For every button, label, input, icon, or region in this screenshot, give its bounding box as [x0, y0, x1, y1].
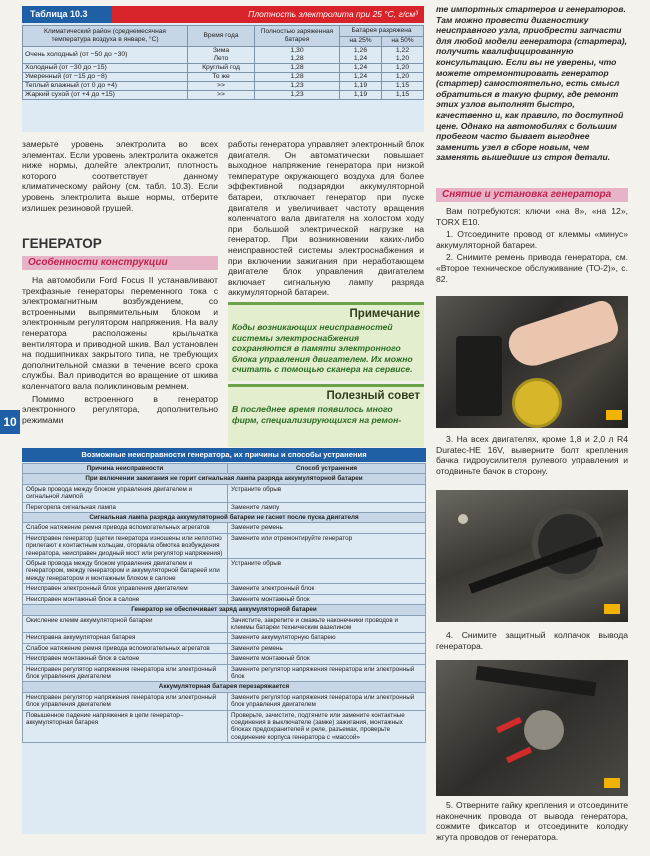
col3-step5 [436, 800, 628, 852]
cell-fix: Замените регулятор напряжения генератора или электронный блок [228, 664, 426, 682]
density-table-header [22, 6, 424, 23]
cell-fix: Замените электронный блок [228, 584, 426, 594]
table-row [23, 615, 426, 633]
tip-box [228, 384, 424, 447]
step-2: 2. Снимите ремень привода генератора, см. «Второе техническое обслуживание (ТО-2)», с. 82. [436, 252, 628, 284]
table-row [23, 559, 426, 584]
cell-full: 1,23 [255, 91, 340, 100]
section-row [23, 682, 426, 692]
cell-fix: Проверьте, зачистите, подтяните или замените контактные соединения в выключателе (замке) зажигания, монтажных блоках предохранителей и реле, разъемах, проверьте соединение корпуса генератора с «массой» [228, 710, 426, 743]
cell-fix: Замените монтажный блок [228, 654, 426, 664]
wire-harness [476, 666, 597, 697]
table-row [23, 664, 426, 682]
section-row [23, 513, 426, 523]
cell-p25: 1,19 [340, 82, 382, 91]
cell-full: 1,28 [255, 73, 340, 82]
table-row [23, 594, 426, 604]
step-5: 5. Отверните гайку крепления и отсоедините наконечник провода от вывода генератора, сожмите фиксатор и отсоедините колодку жгута проводов от генератора. [436, 800, 628, 842]
engine-part [456, 336, 502, 416]
cell-season: >> [188, 82, 255, 91]
section-row [23, 605, 426, 615]
table-number: Таблица 10.3 [22, 6, 112, 23]
step-4: 4. Снимите защитный колпачок вывода генератора. [436, 630, 628, 651]
cell-full: 1,23 [255, 82, 340, 91]
table-row [23, 710, 426, 743]
cell-cause: Неисправен монтажный блок в салоне [23, 654, 228, 664]
table-row [23, 692, 426, 710]
cell-fix: Устраните обрыв [228, 559, 426, 584]
col-full: Полностью заряженная батарея [255, 26, 340, 47]
col-25: на 25% [340, 36, 382, 47]
table-row [23, 654, 426, 664]
table-row [23, 584, 426, 594]
note-box [228, 302, 424, 381]
cell-fix: Зачистите, закрепите и смажьте наконечники проводов и клеммы батареи техническим вазелином [228, 615, 426, 633]
cell-cause: Неисправен регулятор напряжения генератора или электронный блок управления двигателем [23, 664, 228, 682]
col3-step4 [436, 630, 628, 656]
cell-cause: Неисправен генератор (щетки генератора изношены или неплотно прилегают к контактным кольцам, оторвала обмотка возбуждения генератора, неисправен диодный мост или регулятор напряжения) [23, 533, 228, 558]
photo-generator-bolt [436, 490, 628, 622]
cell-climate: Жаркий сухой (от +4 до +15) [23, 91, 188, 100]
cell-fix: Замените аккумуляторную батарею [228, 633, 426, 643]
table-row [23, 533, 426, 558]
cell-season: То же [188, 73, 255, 82]
cell-cause: Неисправен регулятор напряжения генератора или электронный блок управления двигателем [23, 692, 228, 710]
table-row [23, 73, 424, 82]
subheading-features: Особенности конструкции [22, 256, 218, 270]
table-row [23, 523, 426, 533]
cell-cause: Слабое натяжение ремня привода вспомогательных агрегатов [23, 643, 228, 653]
red-arrow-icon [506, 747, 532, 763]
cell-climate: Очень холодный (от −50 до −30) [23, 47, 188, 64]
col2-body [228, 139, 424, 299]
col3-step3 [436, 434, 628, 484]
col-50: на 50% [381, 36, 423, 47]
cell-fix: Замените ремень [228, 643, 426, 653]
cell-p50: 1,22 1,20 [381, 47, 423, 64]
col1-body [22, 275, 218, 443]
table-row [23, 91, 424, 100]
col-season: Время года [188, 26, 255, 47]
paragraph: замерьте уровень электролита во всех элементах. Если уровень электролита окажется ниже нормы, долейте электролит, плотность которого соответствует данному климатическому району (см. табл. 10.3). Если уровень электролита выше нормы, отберите излишек резиновой грушей. [22, 139, 218, 213]
cell-fix: Замените регулятор напряжения генератора или электронный блок управления двигателем [228, 692, 426, 710]
cell-season: Круглый год [188, 64, 255, 73]
photo-generator-terminal [436, 660, 628, 796]
cell-cause: Окисление клемм аккумуляторной батареи [23, 615, 228, 633]
col1-top-text [22, 139, 218, 219]
col3-steps-top [436, 206, 628, 296]
cell-cause: Слабое натяжение ремня привода вспомогательных агрегатов [23, 523, 228, 533]
section-title: Генератор не обеспечивает заряд аккумуляторной батареи [23, 605, 426, 615]
col-climate: Климатический район (среднемесячная температура воздуха в январе, °С) [23, 26, 188, 47]
cell-cause: Неисправен монтажный блок в салоне [23, 594, 228, 604]
note-text: Коды возникающих неисправностей системы электроснабжения сохраняются в памяти электронного блока управления двигателем. Их можно считать с помощью сканера на сервисе. [232, 322, 413, 375]
faults-table [22, 448, 426, 834]
paragraph: Вам потребуются: ключи «на 8», «на 12», TORX E10. [436, 206, 628, 227]
table-row [23, 643, 426, 653]
paragraph: На автомобили Ford Focus II устанавливают трехфазные генераторы переменного тока с электромагнитным возбуждением, со встроенными выпрямительным блоком и электронным регулятором напряжения. На валу генератора расположены крыльчатка вентилятора и приводной шкив. Вал установлен на подшипниках закрытого типа, не требующих дополнительной смазки в течение всего срока службы. Вал приводится во вращение от шкива коленчатого вала поликлиновым ремнем. [22, 275, 218, 391]
page-number: 10 [0, 410, 20, 434]
faults-table-title: Возможные неисправности генератора, их причины и способы устранения [22, 448, 426, 462]
cell-cause: Перегорела сигнальная лампа [23, 502, 228, 512]
table-row [23, 47, 424, 64]
cell-cause: Обрыв провода между блоком управления двигателем и генератором, между генератором и аккумуляторной батареей или между генератором и монтажным блоком в салоне [23, 559, 228, 584]
subheading-removal: Снятие и установка генератора [436, 188, 628, 202]
cell-p50: 1,20 [381, 73, 423, 82]
cell-cause: Обрыв провода между блоком управления двигателем и сигнальной лампой [23, 484, 228, 502]
cell-fix: Устраните обрыв [228, 484, 426, 502]
table-row [23, 484, 426, 502]
section-title: Аккумуляторная батарея перезаряжается [23, 682, 426, 692]
cell-climate: Холодный (от −30 до −15) [23, 64, 188, 73]
reservoir-cap [512, 378, 562, 428]
tip-text: В последнее время появилось много фирм, специализирующихся на ремон- [232, 404, 402, 425]
cell-p50: 1,15 [381, 82, 423, 91]
paragraph: работы генератора управляет электронный блок двигателя. Он автоматически повышает выходное напряжение генератора при низкой температуре окружающего воздуха для более эффективной подзарядки аккумуляторной батареи, отключает генератор при пуске двигателя и увеличивает частоту вращения коленчатого вала двигателя на холостом ходу при большой электрической нагрузке на генератор. При возникновении каких-либо неисправностей системы электроснабжения и при включении зажигания при неработающем двигателе блок управления двигателем включает сигнальную лампу разряда аккумуляторной батареи. [228, 139, 424, 298]
table-title: Плотность электролита при 25 °С, г/см³ [248, 9, 418, 19]
paragraph: Помимо встроенного в генератор электронного регулятора, дополнительно режимами [22, 393, 218, 425]
cell-climate: Теплый влажный (от 0 до +4) [23, 82, 188, 91]
col-fix: Способ устранения [228, 464, 426, 474]
cell-fix: Замените или отремонтируйте генератор [228, 533, 426, 558]
red-arrow-icon [496, 717, 522, 733]
cell-fix: Замените ремень [228, 523, 426, 533]
section-title: При включении зажигания не горит сигнальная лампа разряда аккумуляторной батареи [23, 474, 426, 484]
section-title: Сигнальная лампа разряда аккумуляторной батареи не гаснет после пуска двигателя [23, 513, 426, 523]
hand-image [504, 298, 622, 372]
cell-p25: 1,24 [340, 64, 382, 73]
section-row [23, 474, 426, 484]
cell-fix: Замените монтажный блок [228, 594, 426, 604]
bolt [458, 514, 468, 524]
faults-grid [22, 463, 426, 743]
section-heading: ГЕНЕРАТОР [22, 236, 102, 251]
col-cause: Причина неисправности [23, 464, 228, 474]
cell-season: >> [188, 91, 255, 100]
cell-cause: Неисправен электронный блок управления двигателем [23, 584, 228, 594]
cell-p25: 1,19 [340, 91, 382, 100]
cell-full: 1,28 [255, 64, 340, 73]
cell-p25: 1,26 1,24 [340, 47, 382, 64]
col-discharged: Батарея разряжена [340, 26, 424, 37]
table-row [23, 64, 424, 73]
arrow-marker-icon [604, 604, 620, 614]
cell-cause: Повышенное падение напряжения в цепи генератор–аккумуляторная батарея [23, 710, 228, 743]
cell-cause: Неисправна аккумуляторная батарея [23, 633, 228, 643]
cell-fix: Замените лампу [228, 502, 426, 512]
arrow-marker-icon [606, 410, 622, 420]
density-table [22, 6, 424, 132]
generator-terminal [524, 710, 564, 750]
table-row [23, 82, 424, 91]
arrow-marker-icon [604, 778, 620, 788]
cell-full: 1,30 1,28 [255, 47, 340, 64]
cell-climate: Умеренный (от −15 до −8) [23, 73, 188, 82]
tip-title: Полезный совет [326, 390, 420, 402]
step-3: 3. На всех двигателях, кроме 1,8 и 2,0 л R4 Duratec-HE 16V, выверните болт крепления бачка гидроусилителя рулевого управления и отодвиньте бачок в сторону. [436, 434, 628, 476]
tip-continued: те импортных стартеров и генераторов. Там можно провести диагностику неисправного узла, приобрести запчасти для любой модели генератора (стартера), получить квалифицированную консультацию. Если вы не уверены, что можете отремонтировать генератор (стартер) самостоятельно, есть смысл обратиться в такую фирму, где ремонт этих узлов выполнят быстро, качественно и, как правило, по доступной цене. Однако на автомобилях с большим пробегом часто бывает выгоднее заменить узел в сборе новым, чем заменять вышедшие из строя детали. [436, 4, 628, 163]
cell-p25: 1,24 [340, 73, 382, 82]
note-title: Примечание [349, 308, 420, 320]
density-table-grid [22, 25, 424, 100]
photo-engine-battery [436, 296, 628, 428]
step-1: 1. Отсоедините провод от клеммы «минус» аккумуляторной батареи. [436, 229, 628, 250]
cell-p50: 1,20 [381, 64, 423, 73]
cell-season: Зима Лето [188, 47, 255, 64]
table-row [23, 502, 426, 512]
table-row [23, 633, 426, 643]
cell-p50: 1,15 [381, 91, 423, 100]
